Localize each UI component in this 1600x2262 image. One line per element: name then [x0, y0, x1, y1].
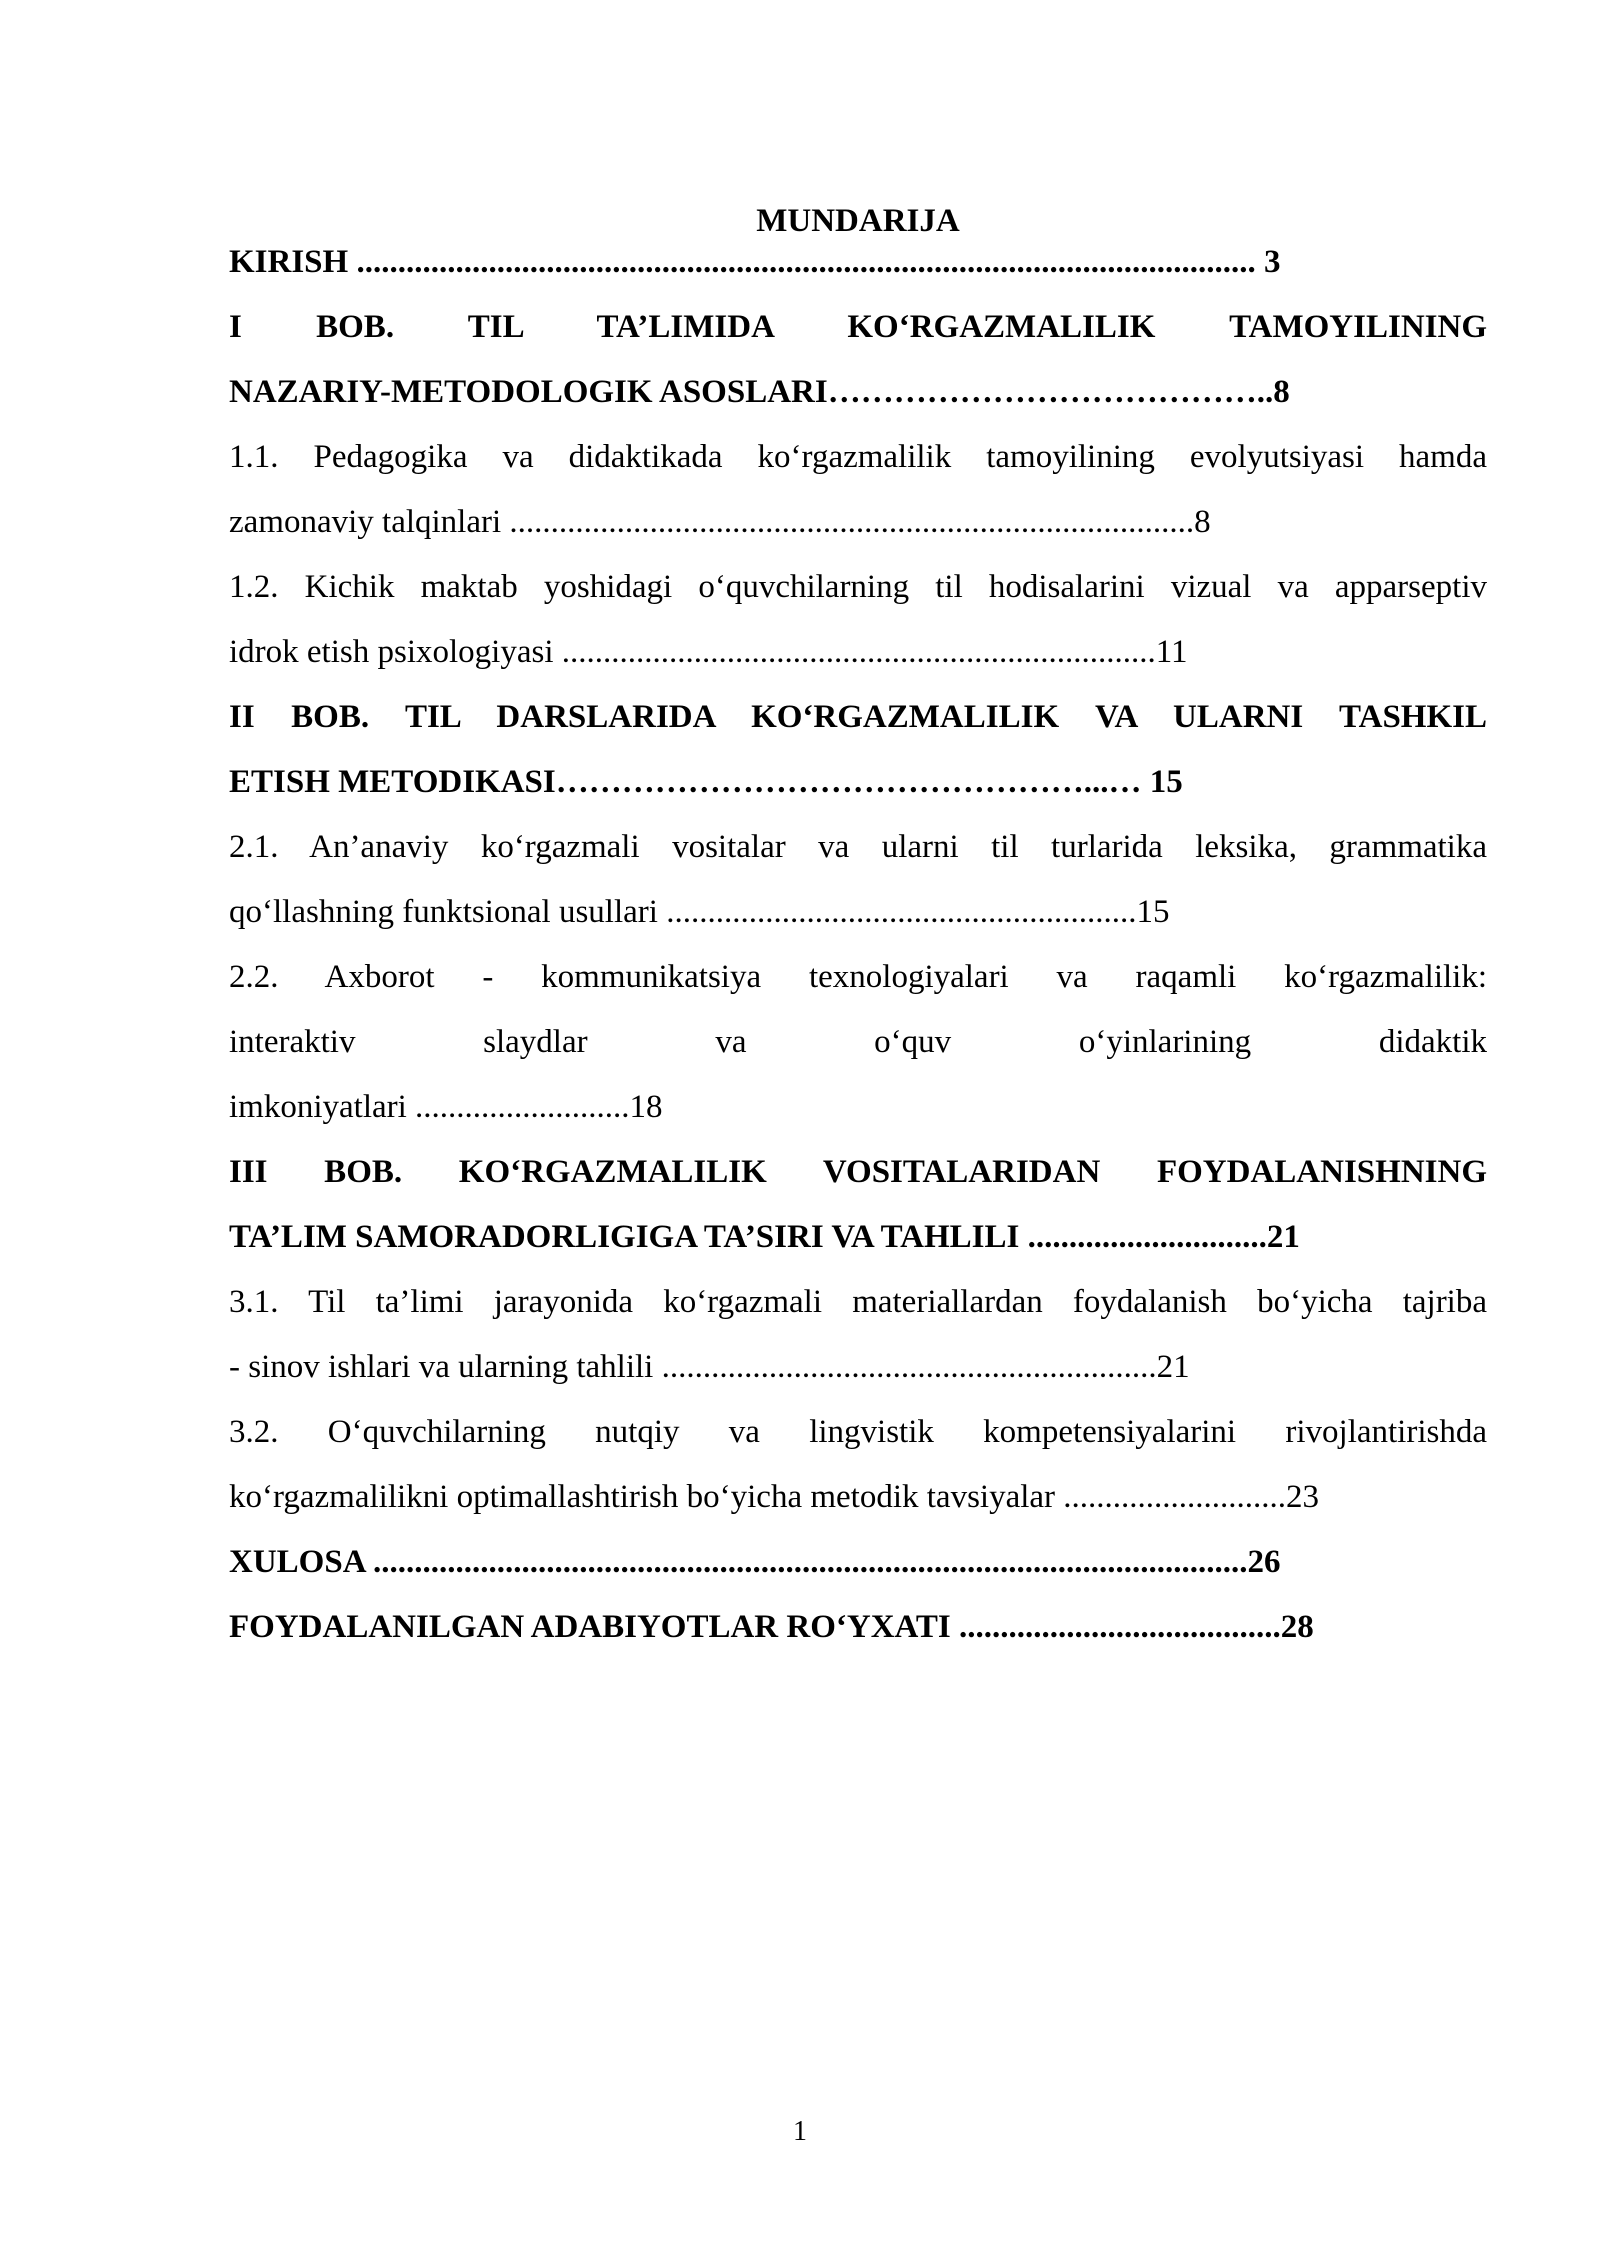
toc-section-2-1-line-1: 2.1. An’anaviy ko‘rgazmali vositalar va ularni til turlarida leksika, grammatika [229, 829, 1487, 865]
table-of-contents [229, 192, 1487, 1660]
toc-section-2-2-line-3: imkoniyatlari ..........................18 [229, 1089, 663, 1125]
toc-section-1-2-line-2: idrok etish psixologiyasi ........................................................................11 [229, 634, 1188, 670]
toc-title: MUNDARIJA [756, 203, 960, 239]
toc-section-3-1-line-2: - sinov ishlari va ularning tahlili ............................................................21 [229, 1349, 1190, 1385]
toc-chapter-3-line-1: III BOB. KO‘RGAZMALILIK VOSITALARIDAN FOYDALANISHNING [229, 1154, 1487, 1190]
toc-section-1-1-line-1: 1.1. Pedagogika va didaktikada ko‘rgazmalilik tamoyilining evolyutsiyasi hamda [229, 439, 1487, 475]
toc-section-2-2-line-2: interaktiv slaydlar va o‘quv o‘yinlarining didaktik [229, 1024, 1487, 1060]
toc-chapter-1-line-1: I BOB. TIL TA’LIMIDA KO‘RGAZMALILIK TAMOYILINING [229, 309, 1487, 345]
toc-chapter-1-line-2: NAZARIY-METODOLOGIK ASOSLARI…………………………………..8 [229, 374, 1290, 410]
toc-entry-references: FOYDALANILGAN ADABIYOTLAR RO‘YXATI .......................................28 [229, 1609, 1314, 1645]
toc-section-1-1-line-2: zamonaviy talqinlari ...................................................................................8 [229, 504, 1211, 540]
toc-section-3-2-line-2: ko‘rgazmalilikni optimallashtirish bo‘yicha metodik tavsiyalar ...........................23 [229, 1479, 1320, 1515]
toc-chapter-3-line-2: TA’LIM SAMORADORLIGIGA TA’SIRI VA TAHLILI .............................21 [229, 1219, 1300, 1255]
toc-chapter-2-line-2: ETISH METODIKASI…………………………………………...… 15 [229, 764, 1183, 800]
toc-section-1-2-line-1: 1.2. Kichik maktab yoshidagi o‘quvchilarning til hodisalarini vizual va apparseptiv [229, 569, 1487, 605]
toc-entry-kirish: KIRISH ............................................................................................................. 3 [229, 244, 1281, 280]
toc-entry-xulosa: XULOSA ..........................................................................................................26 [229, 1544, 1281, 1580]
toc-section-3-1-line-1: 3.1. Til ta’limi jarayonida ko‘rgazmali materiallardan foydalanish bo‘yicha tajriba [229, 1284, 1487, 1320]
toc-section-2-1-line-2: qo‘llashning funktsional usullari .........................................................15 [229, 894, 1170, 930]
toc-section-2-2-line-1: 2.2. Axborot - kommunikatsiya texnologiyalari va raqamli ko‘rgazmalilik: [229, 959, 1487, 995]
toc-chapter-2-line-1: II BOB. TIL DARSLARIDA KO‘RGAZMALILIK VA ULARNI TASHKIL [229, 699, 1487, 735]
page-number: 1 [793, 2116, 807, 2147]
toc-section-3-2-line-1: 3.2. O‘quvchilarning nutqiy va lingvistik kompetensiyalarini rivojlantirishda [229, 1414, 1487, 1450]
